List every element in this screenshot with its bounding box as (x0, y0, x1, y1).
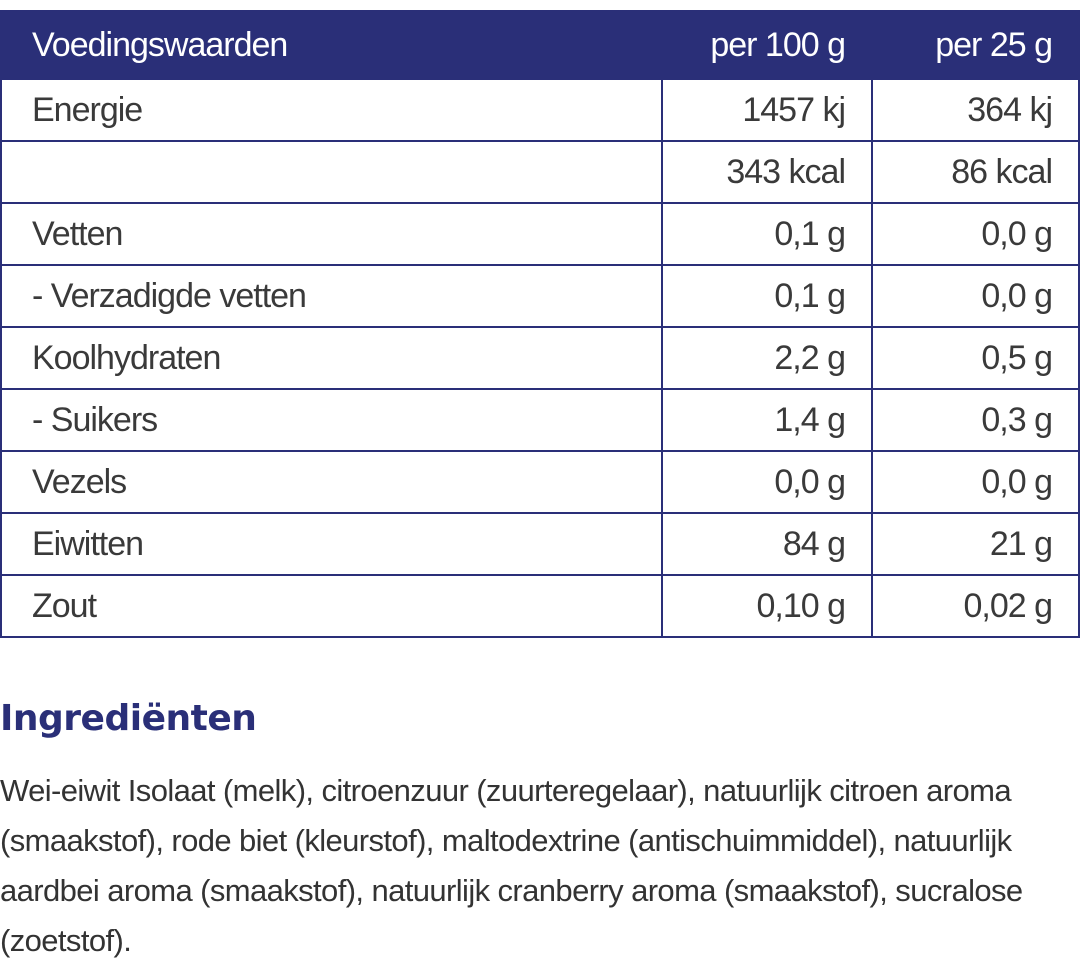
table-row (1, 203, 1079, 265)
ingredients-heading: Ingrediënten (0, 698, 257, 739)
row-per-100g: 0,1 g (662, 203, 872, 265)
header-per-100g: per 100 g (662, 11, 872, 79)
row-per-25g: 0,0 g (872, 203, 1079, 265)
row-per-25g: 364 kj (872, 79, 1079, 141)
table-row (1, 79, 1079, 141)
row-label: Koolhydraten (1, 327, 662, 389)
header-row (1, 11, 1079, 79)
row-per-25g: 21 g (872, 513, 1079, 575)
row-label: - Verzadigde vetten (1, 265, 662, 327)
nutrition-table-header (1, 11, 1079, 79)
row-per-25g: 86 kcal (872, 141, 1079, 203)
table-row (1, 265, 1079, 327)
row-label (1, 141, 662, 203)
table-row (1, 513, 1079, 575)
row-per-100g: 343 kcal (662, 141, 872, 203)
row-per-100g: 1,4 g (662, 389, 872, 451)
table-row (1, 451, 1079, 513)
row-label: Energie (1, 79, 662, 141)
row-per-100g: 0,1 g (662, 265, 872, 327)
row-label: - Suikers (1, 389, 662, 451)
ingredients-text: Wei-eiwit Isolaat (melk), citroenzuur (zuurteregelaar), natuurlijk citroen aroma (smaakstof), rode biet (kleurstof), maltodextrine (antischuimmiddel), natuurlijk aardbei aroma (smaakstof), natuurlijk cranberry aroma (smaakstof), sucralose (zoetstof). (0, 773, 1023, 958)
row-per-100g: 84 g (662, 513, 872, 575)
table-row (1, 389, 1079, 451)
table-row (1, 327, 1079, 389)
row-per-25g: 0,3 g (872, 389, 1079, 451)
nutrition-table (0, 10, 1080, 638)
row-per-25g: 0,0 g (872, 265, 1079, 327)
row-per-25g: 0,0 g (872, 451, 1079, 513)
row-label: Vezels (1, 451, 662, 513)
header-label: Voedingswaarden (1, 11, 662, 79)
row-per-100g: 2,2 g (662, 327, 872, 389)
row-per-25g: 0,02 g (872, 575, 1079, 637)
table-row (1, 575, 1079, 637)
row-per-100g: 0,0 g (662, 451, 872, 513)
row-per-25g: 0,5 g (872, 327, 1079, 389)
nutrition-table-body (1, 79, 1079, 637)
row-label: Zout (1, 575, 662, 637)
row-label: Vetten (1, 203, 662, 265)
row-label: Eiwitten (1, 513, 662, 575)
row-per-100g: 1457 kj (662, 79, 872, 141)
row-per-100g: 0,10 g (662, 575, 872, 637)
table-row (1, 141, 1079, 203)
header-per-25g: per 25 g (872, 11, 1079, 79)
